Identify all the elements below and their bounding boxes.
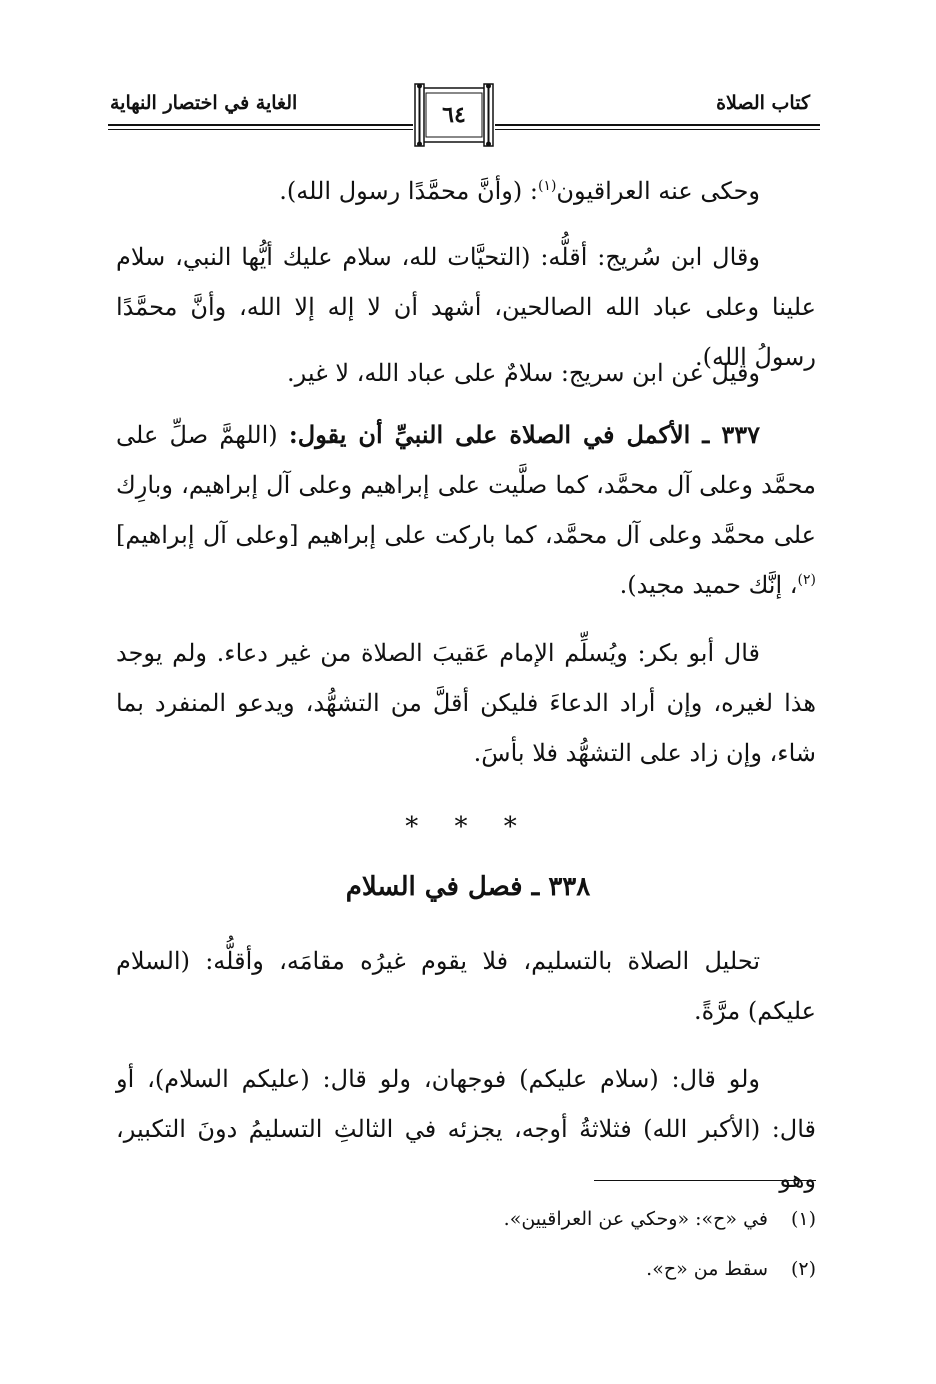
paragraph-6-text: تحليل الصلاة بالتسليم، فلا يقوم غيرُه مقامَه، وأقلُّه: (السلام عليكم) مرَّةً. [116, 947, 816, 1025]
text-segment: ، إنَّك حميد مجيد). [619, 571, 798, 599]
page-number: ٦٤ [442, 102, 466, 128]
footnote-separator [594, 1180, 816, 1181]
text-segment: (اللهمَّ صلِّ على محمَّد وعلى آل محمَّد، كما صلَّيت على إبراهيم وعلى آل إبراهيم، وبارِك على محمَّد وعلى آل محمَّد، كما باركت على إبراهيم [وعلى آل إبراهيم] [116, 421, 816, 549]
paragraph-5 [116, 628, 816, 778]
section-separator-stars: * * * [405, 812, 531, 842]
text-segment: : (وأنَّ محمَّدًا رسول الله). [279, 177, 538, 205]
issue-heading-337: ٣٣٧ ـ الأكمل في الصلاة على النبيِّ أن يقول: [288, 420, 760, 449]
paragraph-3 [116, 348, 816, 398]
running-header-book-title: الغاية في اختصار النهاية [110, 92, 298, 114]
paragraph-3-text: وقيل عن ابن سريج: سلامٌ على عباد الله، لا غير. [287, 359, 760, 387]
footnote-2 [116, 1248, 816, 1290]
paragraph-1 [116, 166, 816, 216]
running-header-chapter: كتاب الصلاة [716, 92, 810, 114]
paragraph-2-text: وقال ابن سُريج: أقلُّه: (التحيَّات لله، سلام عليك أيُّها النبي، سلام علينا وعلى عباد الله الصالحين، أشهد أن لا إله إلا الله، وأنَّ محمَّدًا رسولُ الله). [116, 243, 816, 371]
paragraph-7-text: ولو قال: (سلام عليكم) فوجهان، ولو قال: (عليكم السلام)، أو قال: (الأكبر الله) فثلاثةُ أوجه، يجزئه في الثالثِ التسليمُ دونَ التكبير، وهو [116, 1065, 816, 1193]
footnote-number: (٢) [790, 1258, 816, 1280]
page-number-frame [413, 82, 495, 148]
footnote-ref-1[interactable]: (١) [537, 178, 557, 194]
paragraph-4 [116, 410, 816, 610]
paragraph-6 [116, 936, 816, 1036]
footnote-ref-2[interactable]: (٢) [797, 572, 816, 588]
footnote-number: (١) [790, 1208, 816, 1230]
paragraph-5-text: قال أبو بكر: ويُسلِّم الإمام عَقيبَ الصلاة من غير دعاء. ولم يوجد هذا لغيره، وإن أراد الدعاءَ فليكن أقلَّ من التشهُّد، ويدعو المنفرد بما شاء، وإن زاد على التشهُّد فلا بأسَ. [116, 639, 816, 767]
section-title-338: ٣٣٨ ـ فصل في السلام [345, 872, 591, 902]
paragraph-7 [116, 1054, 816, 1204]
footnote-text: في «ح»: «وحكي عن العراقيين». [503, 1208, 768, 1230]
text-segment: وحكى عنه العراقيون [556, 177, 760, 205]
footnote-text: سقط من «ح». [646, 1258, 768, 1280]
footnote-1 [116, 1198, 816, 1240]
